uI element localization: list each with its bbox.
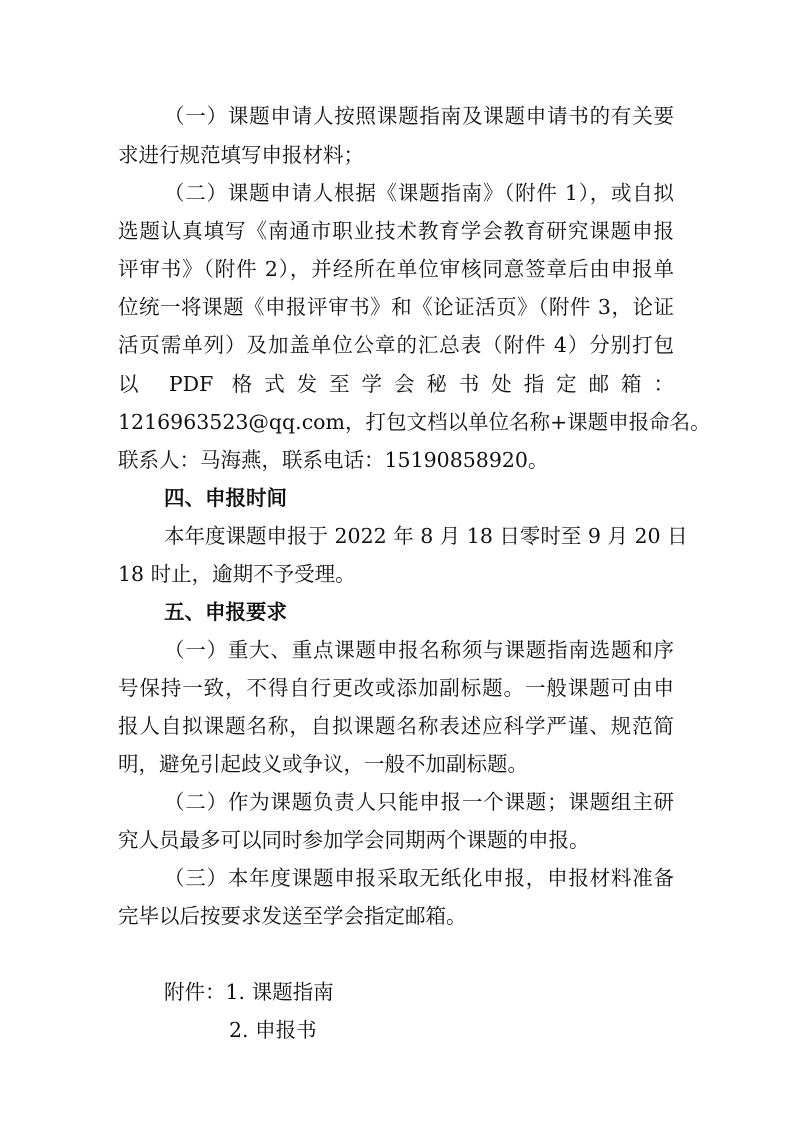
- attachments-list-item-2: 2. 申报书: [229, 1018, 317, 1042]
- paragraph-5-line-1: （二）作为课题负责人只能申报一个课题；课题组主研: [164, 790, 674, 814]
- paragraph-2-line-6: 以 PDF 格式发至学会秘书处指定邮箱：: [118, 372, 674, 396]
- paragraph-2-line-5: 活页需单列）及加盖单位公章的汇总表（附件 4）分别打包: [118, 333, 674, 357]
- paragraph-4-line-4: 明，避免引起歧义或争议，一般不加副标题。: [118, 752, 528, 776]
- paragraph-2-line-3: 评审书》（附件 2），并经所在单位审核同意签章后由申报单: [118, 257, 674, 281]
- paragraph-4-line-1: （一）重大、重点课题申报名称须与课题指南选题和序: [164, 638, 674, 662]
- paragraph-5-line-2: 究人员最多可以同时参加学会同期两个课题的申报。: [118, 828, 590, 852]
- section-heading-4: 四、申报时间: [164, 486, 287, 510]
- paragraph-2-line-8: 联系人：马海燕，联系电话：15190858920。: [118, 448, 549, 472]
- paragraph-4-line-2: 号保持一致，不得自行更改或添加副标题。一般课题可由申: [118, 676, 674, 700]
- paragraph-1-line-2: 求进行规范填写申报材料；: [118, 143, 364, 167]
- paragraph-3-line-1: 本年度课题申报于 2022 年 8 月 18 日零时至 9 月 20 日: [164, 524, 688, 548]
- section-heading-5: 五、申报要求: [164, 600, 287, 624]
- paragraph-1-line-1: （一）课题申请人按照课题指南及课题申请书的有关要: [164, 104, 674, 128]
- paragraph-6-line-1: （三）本年度课题申报采取无纸化申报，申报材料准备: [164, 866, 674, 890]
- attachments-list-item-1: 附件：1. 课题指南: [164, 980, 334, 1004]
- paragraph-2-line-2: 选题认真填写《南通市职业技术教育学会教育研究课题申报: [118, 219, 674, 243]
- paragraph-6-line-2: 完毕以后按要求发送至学会指定邮箱。: [118, 904, 467, 928]
- paragraph-2-line-7: 1216963523@qq.com，打包文档以单位名称+课题申报命名。: [118, 410, 711, 434]
- paragraph-2-line-4: 位统一将课题《申报评审书》和《论证活页》（附件 3，论证: [118, 295, 674, 319]
- paragraph-4-line-3: 报人自拟课题名称，自拟课题名称表述应科学严谨、规范简: [118, 714, 674, 738]
- paragraph-3-line-2: 18 时止，逾期不予受理。: [118, 562, 356, 586]
- paragraph-2-line-1: （二）课题申请人根据《课题指南》（附件 1），或自拟: [164, 181, 674, 205]
